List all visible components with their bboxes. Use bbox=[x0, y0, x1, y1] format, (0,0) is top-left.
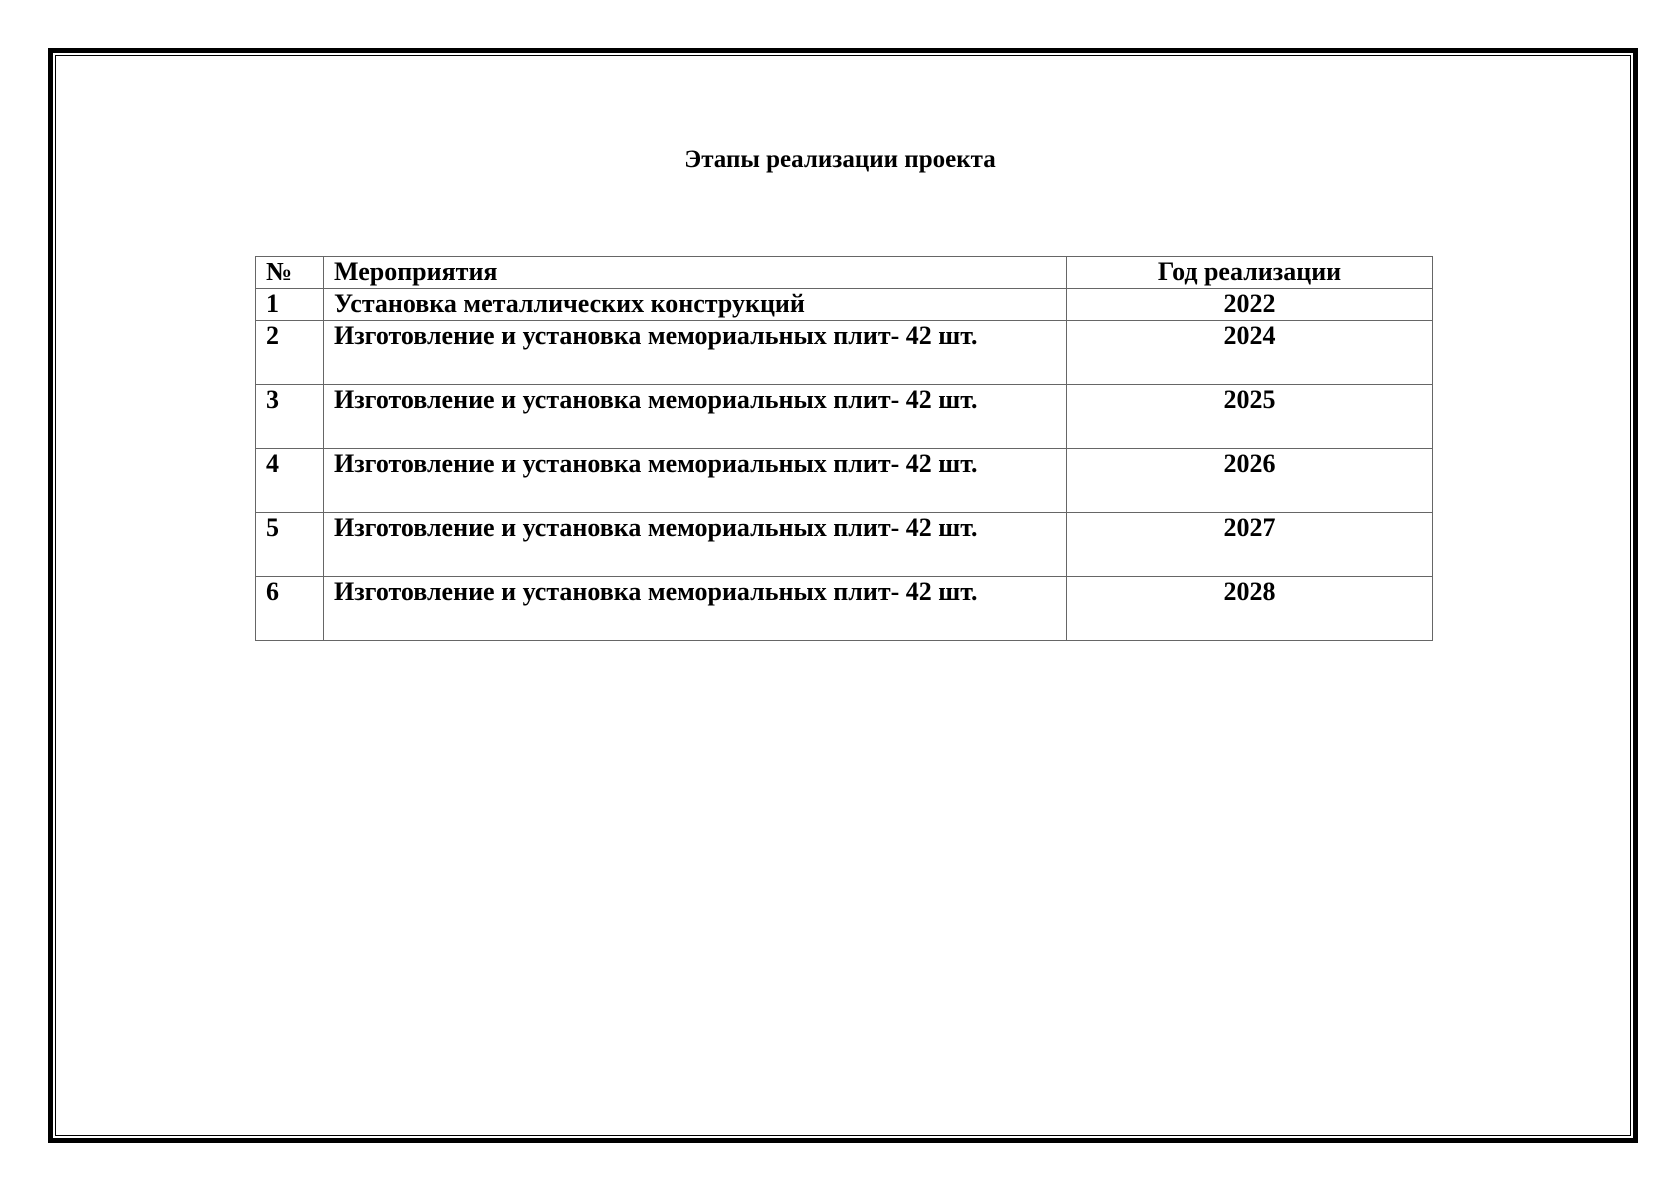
header-activity: Мероприятия bbox=[324, 257, 1067, 289]
row-number: 6 bbox=[256, 577, 324, 641]
row-number: 4 bbox=[256, 449, 324, 513]
table-row bbox=[256, 513, 1433, 577]
table-row bbox=[256, 577, 1433, 641]
table-row bbox=[256, 385, 1433, 449]
row-number: 3 bbox=[256, 385, 324, 449]
row-activity: Изготовление и установка мемориальных плит- 42 шт. bbox=[324, 513, 1067, 577]
row-activity: Изготовление и установка мемориальных плит- 42 шт. bbox=[324, 449, 1067, 513]
table-row bbox=[256, 321, 1433, 385]
row-year: 2026 bbox=[1067, 449, 1433, 513]
row-activity: Установка металлических конструкций bbox=[324, 289, 1067, 321]
row-number: 1 bbox=[256, 289, 324, 321]
header-number: № bbox=[256, 257, 324, 289]
document-title: Этапы реализации проекта bbox=[684, 146, 996, 173]
table-header-row bbox=[256, 257, 1433, 289]
table-row bbox=[256, 449, 1433, 513]
row-activity: Изготовление и установка мемориальных плит- 42 шт. bbox=[324, 385, 1067, 449]
row-number: 5 bbox=[256, 513, 324, 577]
row-year: 2027 bbox=[1067, 513, 1433, 577]
row-activity: Изготовление и установка мемориальных плит- 42 шт. bbox=[324, 321, 1067, 385]
header-year: Год реализации bbox=[1067, 257, 1433, 289]
row-activity: Изготовление и установка мемориальных плит- 42 шт. bbox=[324, 577, 1067, 641]
row-year: 2022 bbox=[1067, 289, 1433, 321]
row-year: 2028 bbox=[1067, 577, 1433, 641]
row-year: 2024 bbox=[1067, 321, 1433, 385]
project-stages-table bbox=[255, 256, 1433, 641]
row-year: 2025 bbox=[1067, 385, 1433, 449]
row-number: 2 bbox=[256, 321, 324, 385]
table-row bbox=[256, 289, 1433, 321]
